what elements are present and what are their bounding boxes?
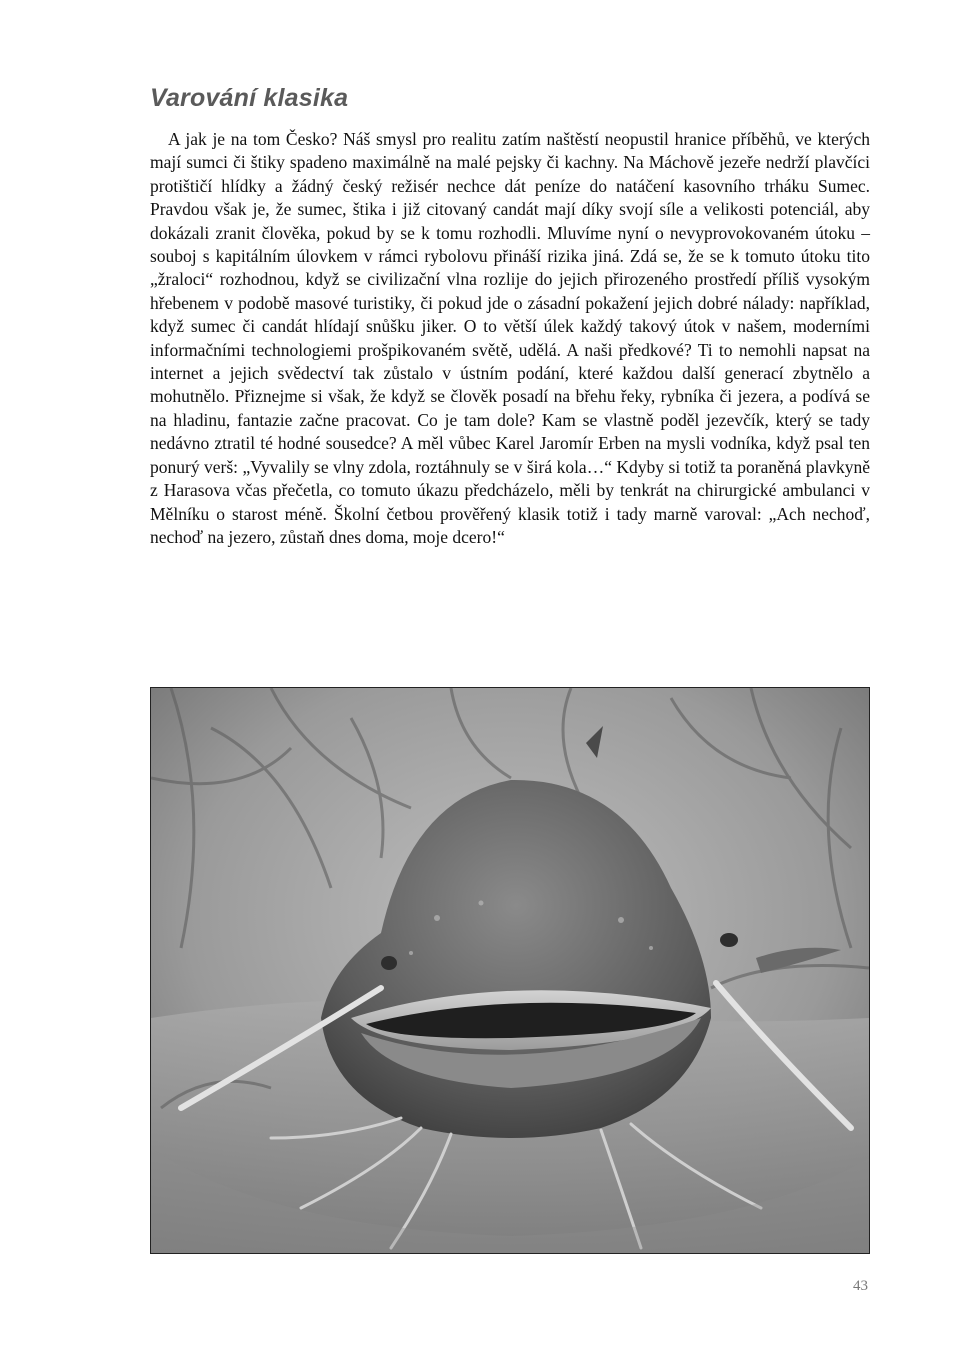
section-heading: Varování klasika: [150, 84, 349, 112]
page-number: 43: [853, 1278, 868, 1294]
catfish-photo: [150, 687, 870, 1254]
body-paragraph: A jak je na tom Česko? Náš smysl pro realitu zatím naštěstí neopustil hranice příběhů, ve kterých mají sumci či štiky spadeno maximálně na malé pejsky či kachny. Na Máchově jezeře nedrží plavčíci protištičí hlídky a žádný český režisér nechce dát peníze do natáčení kasovního trháku Sumec. Pravdou však je, že sumec, štika i již citovaný candát mají díky svojí síle a velikosti potenciál, aby dokázali zranit člověka, pokud by se k tomu rozhodli. Mluvíme nyní o nevyprovokovaném útoku – souboj s kapitálním úlovkem v rámci rybolovu přináší rizika jiná. Zdá se, že se k tomuto útoku tito „žraloci“ rozhodnou, když se civilizační vlna rozlije do jejich přirozeného prostředí příliš vysokým hřebenem v podobě masové turistiky, či pokud jde o zásadní pokažení jejich dobré nálady: například, když sumec či candát hlídají snůšku jiker. O to větší úlek každý takový útok v našem, moderními informačními technologiemi prošpikovaném světě, udělá. A naši předkové? Ti to nemohli napsat na internet a jejich svědectví tak zůstalo v ústním podání, které každou další generací zbytnělo a mohutnělo. Přiznejme si však, že když se člověk posadí na břehu řeky, rybníka či jezera, a podívá se na hladinu, fantazie začne pracovat. Co je tam dole? Kam se vlastně poděl jezevčík, který se tady nedávno ztratil té hodné sousedce? A měl vůbec Karel Jaromír Erben na mysli vodníka, když psal ten ponurý verš: „Vyvalily se vlny zdola, roztáhnuly se v širá kola…“ Kdyby si totiž ta poraněná plavkyně z Harasova včas přečetla, co tomuto úkazu předcházelo, měli by tenkrát na chirurgické ambulanci v Mělníku o starost méně. Školní četbou prověřený klasik totiž i tady marně varoval: „Ach nechoď, nechoď na jezero, zůstaň dnes doma, moje dcero!“: [150, 129, 870, 547]
